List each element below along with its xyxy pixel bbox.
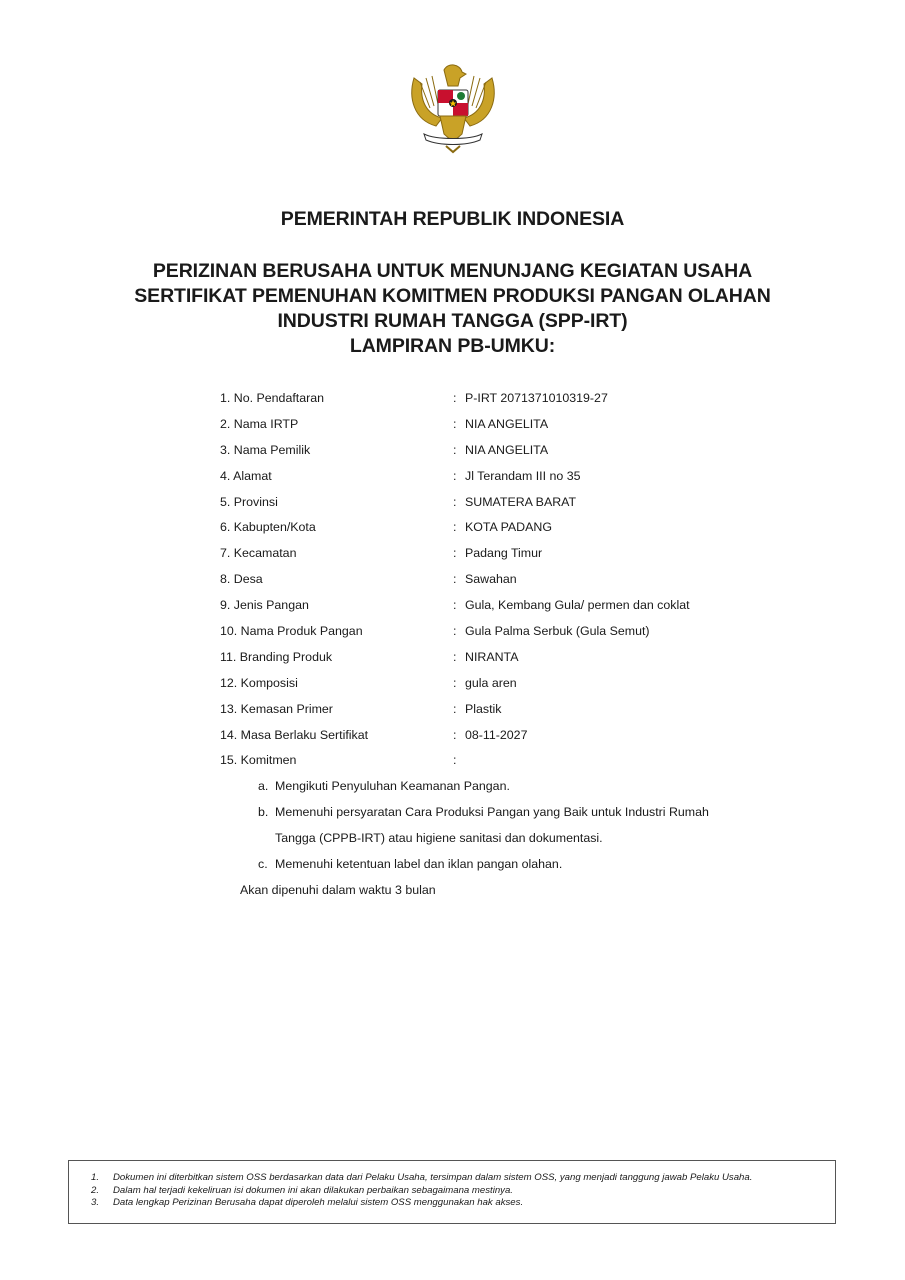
field-colon: : <box>453 391 457 405</box>
footnote-number: 3. <box>91 1197 100 1208</box>
commitment-text: Tangga (CPPB-IRT) atau higiene sanitasi dan dokumentasi. <box>275 831 603 846</box>
field-label: 14. Masa Berlaku Sertifikat <box>220 727 369 742</box>
field-colon: : <box>453 416 457 431</box>
commitment-text: Mengikuti Penyuluhan Keamanan Pangan. <box>275 779 510 794</box>
field-value: Gula, Kembang Gula/ permen dan coklat <box>465 598 690 613</box>
field-value: SUMATERA BARAT <box>465 494 577 509</box>
footnote-number: 2. <box>91 1184 100 1196</box>
field-no-pendaftaran <box>220 391 740 417</box>
field-jenis-pangan <box>220 598 740 624</box>
commitment-item-c <box>220 857 740 883</box>
field-colon: : <box>453 701 457 716</box>
field-nama-irtp <box>220 417 740 443</box>
field-masa-berlaku <box>220 728 740 754</box>
commitment-text: Memenuhi persyaratan Cara Produksi Pangan yang Baik untuk Industri Rumah <box>275 805 709 820</box>
field-value: Plastik <box>465 701 502 716</box>
footnote-item <box>69 1172 835 1185</box>
footnote-text: Dalam hal terjadi kekeliruan isi dokumen ini akan dilakukan perbaikan sebagaimana mestinya. <box>113 1184 513 1196</box>
field-colon: : <box>453 572 457 587</box>
field-value: P-IRT 2071371010319-27 <box>465 391 608 405</box>
field-label: 4. Alamat <box>220 468 272 483</box>
certificate-fields <box>220 391 740 909</box>
commitment-item-b <box>220 805 740 831</box>
field-label: 5. Provinsi <box>220 494 278 509</box>
field-label: 3. Nama Pemilik <box>220 442 311 457</box>
field-label: 12. Komposisi <box>220 675 298 690</box>
field-value: Gula Palma Serbuk (Gula Semut) <box>465 624 650 639</box>
field-colon: : <box>453 468 457 483</box>
field-kecamatan <box>220 546 740 572</box>
commitment-item-b-continued <box>220 831 740 857</box>
government-title: PEMERINTAH REPUBLIK INDONESIA <box>280 208 625 230</box>
field-nama-pemilik <box>220 443 740 469</box>
commitment-marker: a. <box>258 779 269 794</box>
field-provinsi <box>220 495 740 521</box>
field-value: Padang Timur <box>465 546 543 561</box>
field-colon: : <box>453 598 457 613</box>
field-desa <box>220 572 740 598</box>
field-value: 08-11-2027 <box>465 727 528 742</box>
field-colon: : <box>453 520 457 535</box>
field-komposisi <box>220 676 740 702</box>
footnote-item <box>69 1197 835 1210</box>
field-colon: : <box>453 624 457 639</box>
field-label: 11. Branding Produk <box>220 649 333 664</box>
field-label: 2. Nama IRTP <box>220 416 299 431</box>
field-value: Jl Terandam III no 35 <box>465 468 581 483</box>
footnote-item <box>69 1185 835 1198</box>
field-label: 10. Nama Produk Pangan <box>220 624 363 639</box>
garuda-emblem-icon <box>406 58 500 154</box>
field-branding-produk <box>220 650 740 676</box>
field-value: KOTA PADANG <box>465 520 552 535</box>
field-colon: : <box>453 442 457 457</box>
commitment-marker: b. <box>258 805 269 820</box>
heading-line-2: SERTIFIKAT PEMENUHAN KOMITMEN PRODUKSI PANGAN OLAHAN <box>134 285 771 307</box>
field-alamat <box>220 469 740 495</box>
field-kabupaten-kota <box>220 520 740 546</box>
footnote-number: 1. <box>91 1172 100 1183</box>
heading-line-1: PERIZINAN BERUSAHA UNTUK MENUNJANG KEGIATAN USAHA <box>152 260 753 282</box>
field-label: 6. Kabupten/Kota <box>220 520 316 535</box>
footnote-box <box>68 1160 836 1224</box>
field-komitmen <box>220 753 740 779</box>
footnote-text: Data lengkap Perizinan Berusaha dapat diperoleh melalui sistem OSS menggunakan hak akses. <box>113 1197 524 1208</box>
document-headings <box>0 259 905 359</box>
field-colon: : <box>453 753 457 768</box>
field-label: 7. Kecamatan <box>220 546 297 561</box>
field-colon: : <box>453 649 457 664</box>
field-colon: : <box>453 727 457 742</box>
commitment-item-a <box>220 779 740 805</box>
field-label: 8. Desa <box>220 572 263 587</box>
field-value: gula aren <box>465 675 517 690</box>
heading-line-4: LAMPIRAN PB-UMKU: <box>349 335 556 357</box>
footnote-text: Dokumen ini diterbitkan sistem OSS berdasarkan data dari Pelaku Usaha, tersimpan dalam sistem OSS, yang menjadi tanggung jawab Pelaku Usaha. <box>113 1172 753 1183</box>
field-label: 13. Kemasan Primer <box>220 701 333 716</box>
deadline-note <box>220 883 740 909</box>
field-value: NIA ANGELITA <box>465 442 549 457</box>
field-colon: : <box>453 546 457 561</box>
commitment-text: Memenuhi ketentuan label dan iklan pangan olahan. <box>275 857 563 872</box>
field-value: Sawahan <box>465 572 517 587</box>
field-label: 9. Jenis Pangan <box>220 598 309 613</box>
field-value: NIA ANGELITA <box>465 416 549 431</box>
commitment-marker: c. <box>258 857 268 872</box>
field-label: 1. No. Pendaftaran <box>220 391 325 405</box>
field-kemasan-primer <box>220 702 740 728</box>
field-colon: : <box>453 675 457 690</box>
field-nama-produk <box>220 624 740 650</box>
field-value: NIRANTA <box>465 649 519 664</box>
field-label: 15. Komitmen <box>220 753 297 768</box>
deadline-text: Akan dipenuhi dalam waktu 3 bulan <box>240 882 436 897</box>
heading-line-3: INDUSTRI RUMAH TANGGA (SPP-IRT) <box>277 310 628 332</box>
field-colon: : <box>453 494 457 509</box>
